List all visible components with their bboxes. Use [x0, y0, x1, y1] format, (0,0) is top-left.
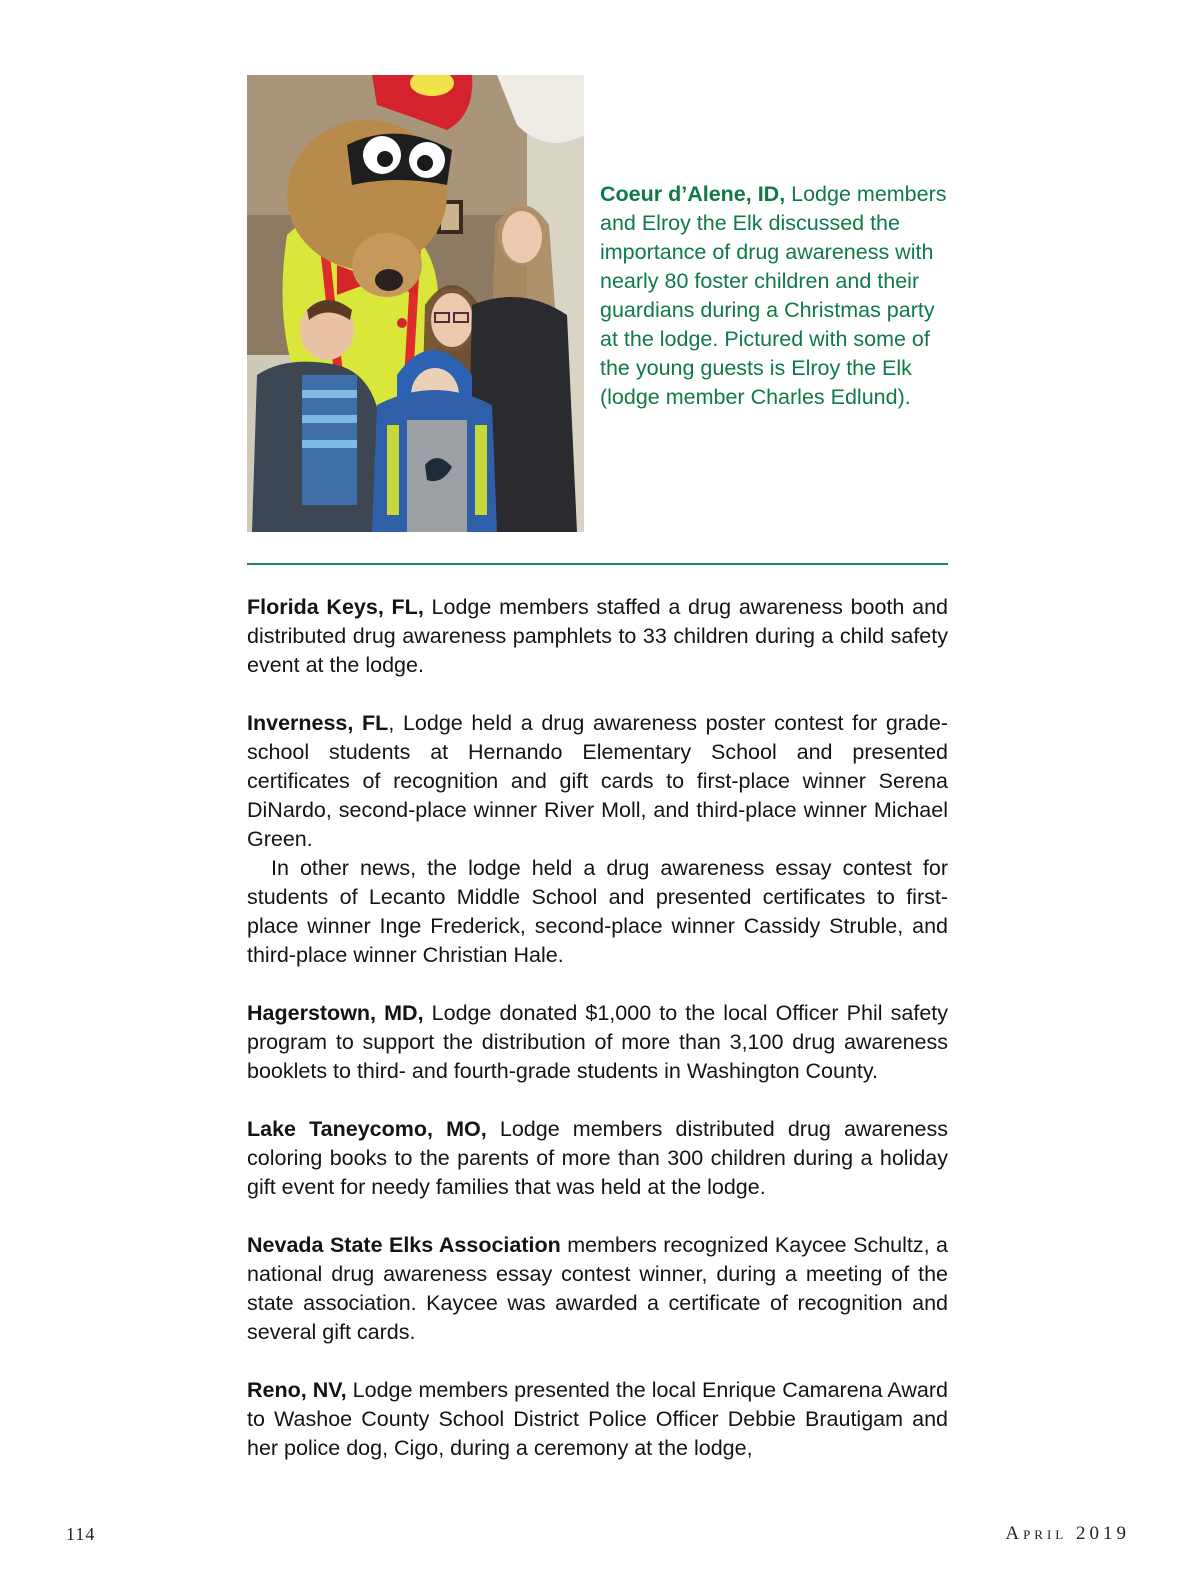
article-body — [247, 593, 948, 1492]
news-item-text: Lodge donated $1,000 to the local Officer Phil safety program to support the distribution of more than 3,100 drug awareness booklets to third- and fourth-grade students in Washington County. — [247, 1001, 948, 1083]
caption-text: Lodge members and Elroy the Elk discussed the importance of drug awareness with nearly 80 foster children and their guardians during a Christmas party at the lodge. Pictured with some of the young guests is Elroy the Elk (lodge member Charles Edlund). — [600, 182, 947, 409]
issue-date: April 2019 — [1005, 1523, 1130, 1544]
news-item-text: Lodge members presented the local Enrique Camarena Award to Washoe County School District Police Officer Debbie Brautigam and her police dog, Cigo, during a ceremony at the lodge, — [247, 1378, 948, 1460]
news-item-text: , Lodge held a drug awareness poster contest for grade-school students at Hernando Elementary School and presented certificates of recognition and gift cards to first-place winner Serena DiNardo, second-place winner River Moll, and third-place winner Michael Green. — [247, 711, 948, 851]
caption-lead: Coeur d’Alene, ID, — [600, 182, 786, 206]
page-number: 114 — [66, 1524, 96, 1544]
news-item-text: Lodge members distributed drug awareness coloring books to the parents of more than 300 children during a holiday gift event for needy families that was held at the lodge. — [247, 1117, 948, 1199]
photo-elroy-the-elk — [247, 75, 584, 532]
news-item-lead: Nevada State Elks Association — [247, 1233, 561, 1257]
news-item-lead: Florida Keys, FL, — [247, 595, 424, 619]
news-item-text: Lodge members staffed a drug awareness booth and distributed drug awareness pamphlets to 33 children during a child safety event at the lodge. — [247, 595, 948, 677]
news-item — [247, 1376, 948, 1463]
photo-caption — [600, 180, 955, 412]
section-divider — [247, 563, 948, 565]
news-item-lead: Inverness, FL — [247, 711, 389, 735]
news-item — [247, 1115, 948, 1202]
news-item-lead: Lake Taneycomo, MO, — [247, 1117, 487, 1141]
news-item — [247, 999, 948, 1086]
news-item — [247, 709, 948, 854]
news-item — [247, 1231, 948, 1347]
news-item — [247, 593, 948, 680]
news-item-continuation: In other news, the lodge held a drug awareness essay contest for students of Lecanto Middle School and presented certificates to first-place winner Inge Frederick, second-place winner Cassidy Struble, and third-place winner Christian Hale. — [247, 856, 948, 967]
news-item-lead: Hagerstown, MD, — [247, 1001, 424, 1025]
news-item-lead: Reno, NV, — [247, 1378, 347, 1402]
news-item-text: members recognized Kaycee Schultz, a national drug awareness essay contest winner, during a meeting of the state association. Kaycee was awarded a certificate of recognition and several gift cards. — [247, 1233, 948, 1344]
